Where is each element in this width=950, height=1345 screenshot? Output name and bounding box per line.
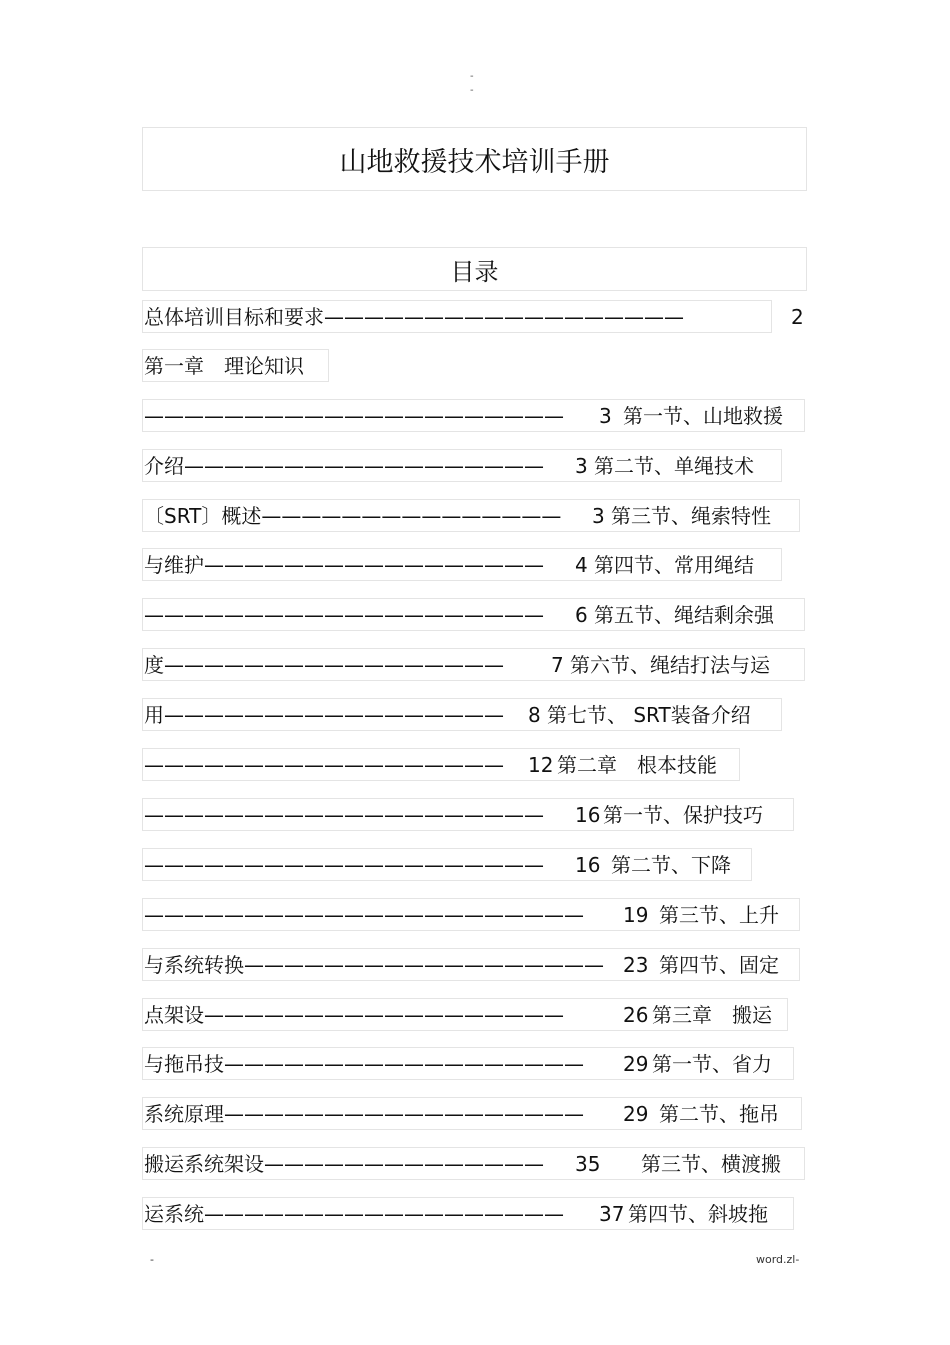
document-title: 山地救援技术培训手册 <box>142 127 807 191</box>
toc-row-page: 26 <box>623 1003 649 1027</box>
toc-row-page: 2 <box>791 305 804 329</box>
toc-row-entry: 第三节、上升 <box>659 903 779 927</box>
toc-row-page: 7 <box>551 653 564 677</box>
toc-row <box>142 948 800 981</box>
toc-row <box>142 798 794 831</box>
toc-row <box>142 1097 802 1130</box>
toc-row <box>142 598 805 631</box>
footer-right: word.zl- <box>756 1253 800 1266</box>
toc-row <box>142 548 782 581</box>
header-mark: - <box>470 71 474 82</box>
toc-row-text: 度————————————————— <box>144 653 504 677</box>
toc-row-page: 35 <box>575 1152 601 1176</box>
toc-row-entry: 第七节、 SRT装备介绍 <box>547 703 751 727</box>
toc-row-entry: 第六节、绳结打法与运 <box>570 653 770 677</box>
toc-row-page: 6 <box>575 603 588 627</box>
toc-row-text: ————————————————————— <box>144 404 564 428</box>
toc-row-page: 23 <box>623 953 649 977</box>
toc-row-entry: 第三章 搬运 <box>652 1003 772 1027</box>
toc-row-text: 用————————————————— <box>144 703 504 727</box>
toc-row <box>142 1147 805 1180</box>
toc-row <box>142 449 782 482</box>
toc-row-text: 搬运系统架设—————————————— <box>144 1152 544 1176</box>
toc-row-text: —————————————————— <box>144 753 504 777</box>
toc-row-entry: 第四节、常用绳结 <box>594 553 754 577</box>
toc-row <box>142 648 805 681</box>
toc-row-entry: 第三节、绳索特性 <box>611 504 771 528</box>
toc-row <box>142 698 782 731</box>
toc-row <box>142 499 800 532</box>
toc-row <box>142 898 800 931</box>
toc-row-text: 点架设—————————————————— <box>144 1003 564 1027</box>
toc-row-page: 16 <box>575 803 601 827</box>
toc-row-page: 29 <box>623 1052 649 1076</box>
toc-row-entry: 第二节、单绳技术 <box>594 454 754 478</box>
toc-row-entry: 第二节、拖吊 <box>659 1102 779 1126</box>
toc-row-entry: 第四节、斜坡拖 <box>628 1202 768 1226</box>
toc-row-text: ———————————————————— <box>144 803 544 827</box>
toc-row-entry: 第二节、下降 <box>611 853 731 877</box>
toc-row-entry: 第一节、省力 <box>652 1052 772 1076</box>
toc-row-text: 〔SRT〕概述——————————————— <box>144 504 562 528</box>
toc-row-text: 运系统—————————————————— <box>144 1202 564 1226</box>
toc-row-text: 介绍—————————————————— <box>144 454 544 478</box>
toc-row-page: 3 <box>575 454 588 478</box>
toc-row-entry: 第一节、山地救援 <box>623 404 783 428</box>
footer-left: - <box>150 1253 154 1266</box>
toc-row <box>142 349 329 382</box>
toc-row <box>142 300 804 333</box>
toc-row-page: 4 <box>575 553 588 577</box>
toc-row-page: 19 <box>623 903 649 927</box>
toc-row-entry: 第一节、保护技巧 <box>603 803 763 827</box>
toc-row-text: 总体培训目标和要求—————————————————— <box>144 305 684 329</box>
toc-row <box>142 1047 794 1080</box>
toc-row-text: 与维护————————————————— <box>144 553 544 577</box>
toc-row <box>142 998 788 1031</box>
toc-row-entry: 第三节、横渡搬 <box>641 1152 781 1176</box>
toc-row-text: 第一章 理论知识 <box>144 354 304 378</box>
toc-row-text: 与系统转换—————————————————— <box>144 953 604 977</box>
toc-row-page: 37 <box>599 1202 625 1226</box>
toc-row-page: 8 <box>528 703 541 727</box>
toc-row-text: 系统原理—————————————————— <box>144 1102 584 1126</box>
toc-row-entry: 第四节、固定 <box>659 953 779 977</box>
toc-row-page: 3 <box>592 504 605 528</box>
toc-row-page: 12 <box>528 753 554 777</box>
toc-row <box>142 748 740 781</box>
toc-row-text: —————————————————————— <box>144 903 584 927</box>
header-mark: - <box>470 85 474 96</box>
toc-row-page: 29 <box>623 1102 649 1126</box>
toc-row-entry: 第五节、绳结剩余强 <box>594 603 774 627</box>
toc-row-page: 3 <box>599 404 612 428</box>
toc-row <box>142 1197 794 1230</box>
toc-row-entry: 第二章 根本技能 <box>557 753 717 777</box>
toc-heading: 目录 <box>142 247 807 291</box>
toc-row-text: ———————————————————— <box>144 853 544 877</box>
toc-row-text: ———————————————————— <box>144 603 544 627</box>
toc-row <box>142 848 752 881</box>
toc-row <box>142 399 805 432</box>
toc-row-text: 与拖吊技—————————————————— <box>144 1052 584 1076</box>
toc-row-page: 16 <box>575 853 601 877</box>
